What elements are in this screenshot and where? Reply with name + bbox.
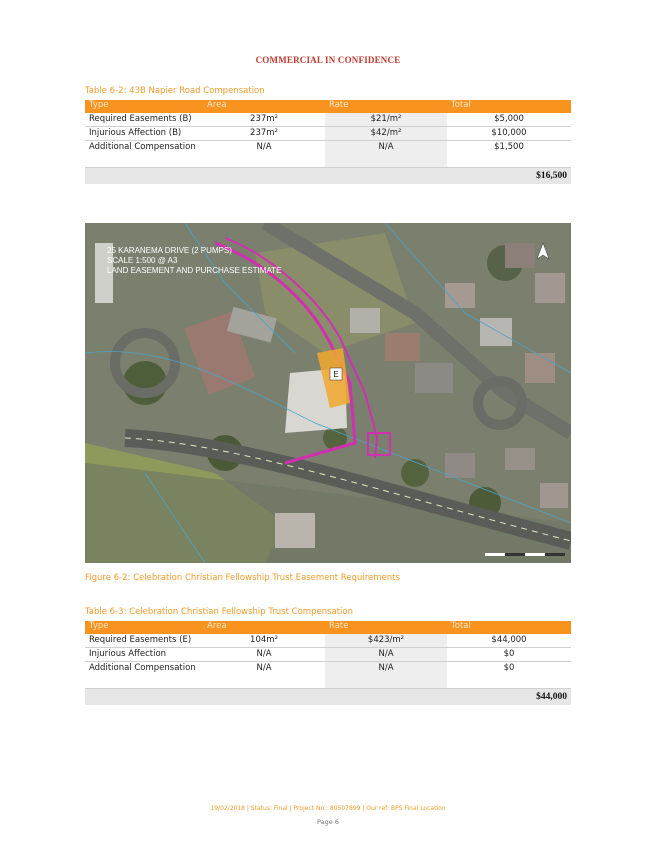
cell-total: $10,000 xyxy=(447,127,571,141)
table2-caption: Table 6-3: Celebration Christian Fellowship Trust Compensation xyxy=(85,607,354,617)
map-title-line3: LAND EASEMENT AND PURCHASE ESTIMATE xyxy=(107,266,282,275)
col-header-total: Total xyxy=(447,100,571,113)
cell-type: Required Easements (E) xyxy=(85,634,203,648)
cell-area: 104m² xyxy=(203,634,325,648)
col-header-type: Type xyxy=(85,100,203,113)
cell-area: N/A xyxy=(203,662,325,689)
table1-total: $16,500 xyxy=(85,168,571,185)
aerial-map-graphic xyxy=(85,223,571,563)
col-header-rate: Rate xyxy=(325,100,447,113)
table1-header-row xyxy=(85,100,571,113)
cell-total: $1,500 xyxy=(447,141,571,168)
col-header-total: Total xyxy=(447,621,571,634)
cell-total: $0 xyxy=(447,662,571,689)
easement-marker-label: E xyxy=(333,370,339,379)
footer-info: 19/02/2018 | Status: Final | Project No.: 80507899 | Our ref: BPS Final Location xyxy=(210,805,446,812)
aerial-map xyxy=(85,223,571,563)
cell-rate: $42/m² xyxy=(325,127,447,141)
table-row xyxy=(85,662,571,689)
cell-area: N/A xyxy=(203,648,325,662)
cell-rate: N/A xyxy=(325,648,447,662)
table-row xyxy=(85,648,571,662)
cell-rate: N/A xyxy=(325,662,447,689)
table2-header-row xyxy=(85,621,571,634)
cell-area: 237m² xyxy=(203,113,325,127)
map-title-line2: SCALE 1:500 @ A3 xyxy=(107,256,178,265)
col-header-type: Type xyxy=(85,621,203,634)
cell-total: $44,000 xyxy=(447,634,571,648)
page-number: Page 6 xyxy=(317,818,339,826)
table2-total-row xyxy=(85,689,571,706)
cell-type: Injurious Affection (B) xyxy=(85,127,203,141)
table-row xyxy=(85,127,571,141)
confidential-header: COMMERCIAL IN CONFIDENCE xyxy=(255,55,401,65)
cell-type: Required Easements (B) xyxy=(85,113,203,127)
table2 xyxy=(85,621,571,705)
col-header-area: Area xyxy=(203,621,325,634)
table1-total-row xyxy=(85,168,571,185)
cell-type: Additional Compensation xyxy=(85,662,203,689)
cell-type: Injurious Affection xyxy=(85,648,203,662)
table-row xyxy=(85,141,571,168)
table-row xyxy=(85,634,571,648)
col-header-rate: Rate xyxy=(325,621,447,634)
table2-total: $44,000 xyxy=(85,689,571,706)
col-header-area: Area xyxy=(203,100,325,113)
cell-total: $5,000 xyxy=(447,113,571,127)
cell-rate: N/A xyxy=(325,141,447,168)
figure-caption: Figure 6-2: Celebration Christian Fellowship Trust Easement Requirements xyxy=(85,573,400,583)
cell-total: $0 xyxy=(447,648,571,662)
map-title-line1: 25 KARANEMA DRIVE (2 PUMPS) xyxy=(107,246,232,255)
table-row xyxy=(85,113,571,127)
cell-rate: $423/m² xyxy=(325,634,447,648)
cell-rate: $21/m² xyxy=(325,113,447,127)
cell-type: Additional Compensation xyxy=(85,141,203,168)
table1 xyxy=(85,100,571,184)
cell-area: N/A xyxy=(203,141,325,168)
cell-area: 237m² xyxy=(203,127,325,141)
table1-caption: Table 6-2: 43B Napier Road Compensation xyxy=(85,86,265,96)
